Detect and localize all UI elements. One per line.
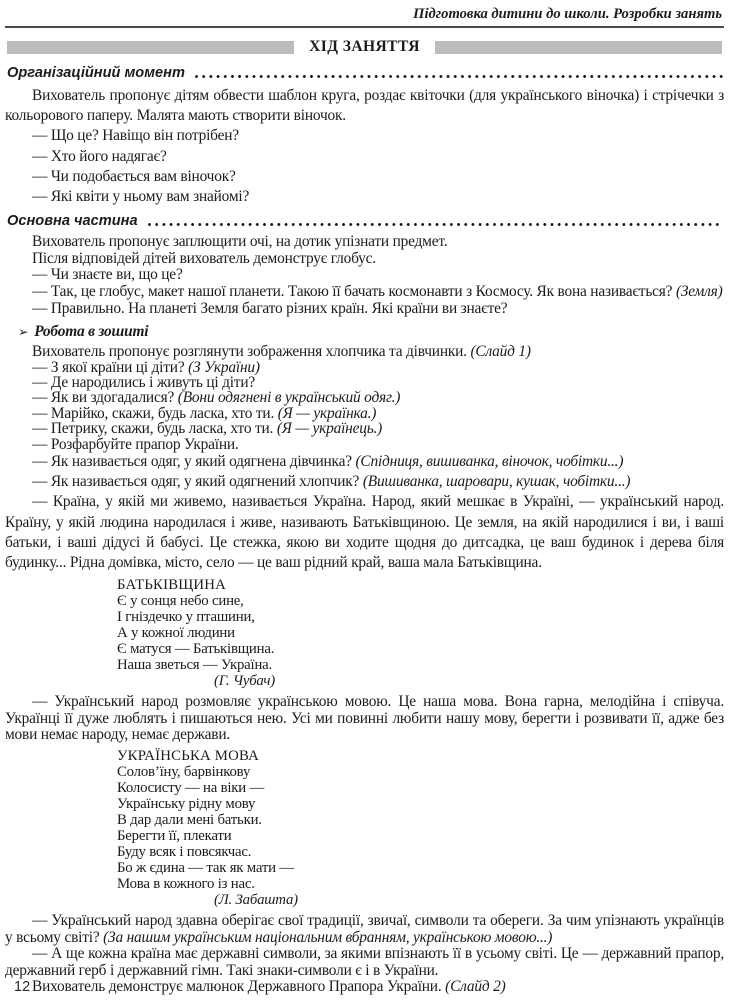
dialogue-line [5, 301, 724, 318]
dialogue-line [5, 360, 724, 375]
text-run: — Країна, у якій ми живемо, називається Україна. Народ, який мешкає в Україні, — український народ. Країну, у якій людина народилася і живе, називають Батьківщиною. Це земля, на якій народилися і ви, і ваші батьки, і ваші дідусі й бабусі. Це стежка, якою ви ходите щодня до дитсадка, це ваш будинок і дерева біля будинку... Рідна домівка, місто, село — це ваш рідний край, ваша мала Батьківщина. [5, 493, 724, 572]
text-run: — Чи подобається вам віночок? [32, 167, 236, 185]
paragraph [5, 344, 724, 359]
poem-line: І гніздечко у пташини, [117, 609, 255, 626]
text-run: (Вишиванка, шаровари, кушак, чобітки...) [362, 473, 631, 491]
dialogue-line [5, 421, 724, 436]
text-run: (Слайд 1) [470, 343, 531, 361]
text-run: — Що це? Навіщо він потрібен? [32, 127, 239, 145]
poem-line: Мова в кожного із нас. [117, 876, 255, 893]
title-bar-left [7, 41, 294, 54]
dialogue-line [5, 390, 724, 405]
poem-line: Солов’їну, барвінкову [117, 764, 251, 781]
lesson-title-bar [7, 38, 722, 56]
text-run: — З якої країни ці діти? [32, 358, 189, 376]
header-rule [5, 26, 724, 28]
poem-line: В дар дали мені батьки. [117, 812, 262, 829]
paragraph [5, 979, 724, 996]
text-run: — Як ви здогадалися? [32, 389, 178, 407]
dot-leader [148, 223, 723, 226]
dialogue-line [5, 406, 724, 421]
text-run: — Марійко, скажи, будь ласка, хто ти. [32, 404, 278, 422]
text-run: (За нашим українським національним вбранням, українською мовою...) [103, 928, 553, 946]
dialogue-line [5, 375, 724, 390]
text-run: — Хто його надягає? [32, 147, 167, 165]
poem [117, 748, 724, 908]
text-run: — Український народ розмовляє українською мовою. Це наша мова. Вона гарна, мелодійна і співуча. Українці її дуже люблять і пишаються нею. Усі ми повинні любити нашу мову, берегти і розвивати її, адже без мови немає народу, немає держави. [5, 693, 724, 744]
text-run: — Чи знаєте ви, що це? [32, 266, 183, 284]
poem-line: Берегти її, плекати [117, 828, 232, 845]
page-number: 12 [14, 979, 31, 995]
poem-title: БАТЬКІВЩИНА [117, 577, 227, 594]
section-title: Організаційний момент [7, 65, 185, 81]
dialogue-line [5, 452, 724, 472]
dialogue-line [5, 437, 724, 452]
text-run: — Петрику, скажи, будь ласка, хто ти. [32, 420, 277, 438]
text-run: (З України) [188, 358, 260, 376]
text-run: (Земля) [675, 283, 723, 300]
paragraph [5, 234, 724, 251]
poem-title: УКРАЇНСЬКА МОВА [117, 748, 260, 765]
subhead-title: Робота в зошиті [34, 323, 149, 341]
worksheet-subhead [5, 322, 724, 341]
section-heading [5, 212, 724, 230]
text-run: — Як називається одяг, у який одягнена дівчинка? [32, 453, 356, 471]
dialogue-line [5, 126, 724, 146]
dialogue-line [5, 913, 724, 946]
poem-line: Колосисту — на віки — [117, 780, 265, 797]
poem-line: Буду всяк і повсякчас. [117, 844, 252, 861]
dot-leader [195, 75, 723, 78]
poem-line: Українську рідну мову [117, 796, 256, 813]
text-run: — Розфарбуйте прапор України. [32, 435, 239, 453]
poem [117, 577, 724, 689]
poem-line: Наша зветься — Україна. [117, 657, 273, 674]
poem-line: Є у сонця небо сине, [117, 593, 244, 610]
poem-attribution: (Г. Чубач) [214, 673, 276, 690]
poem-line: Є матуся — Батьківщина. [117, 641, 275, 658]
dialogue-line [5, 147, 724, 167]
text-run: (Спідниця, вишиванка, віночок, чобітки...) [355, 453, 624, 471]
lesson-body [5, 64, 724, 996]
dialogue-line [5, 946, 724, 979]
running-header: Підготовка дитини до школи. Розробки занять [413, 6, 722, 22]
text-run: — Де народились і живуть ці діти? [32, 374, 255, 391]
dialogue-line [5, 187, 724, 207]
dialogue-line [5, 472, 724, 492]
title-bar-right [435, 41, 722, 54]
dialogue-line [5, 167, 724, 187]
section-title: Основна частина [7, 213, 138, 230]
text-run: (Вони одягнені в український одяг.) [177, 389, 401, 407]
dialogue-line [5, 267, 724, 284]
text-run: (Я — українець.) [276, 420, 383, 438]
dialogue-line [5, 284, 724, 301]
text-run: — А ще кожна країна має державні символи, за якими впізнають її в усьому світі. Це — державний прапор, державний герб і державний гімн. Такі знаки-символи є і в України. [5, 945, 724, 979]
text-run: Після відповідей дітей вихователь демонструє глобус. [32, 249, 376, 267]
text-run: (Слайд 2) [445, 978, 506, 996]
text-run: (Я — українка.) [277, 404, 377, 422]
text-run: — Український народ здавна оберігає свої традиції, звичаї, символи та обереги. За чим упізнають українців у всьому світі? [5, 912, 724, 946]
arrow-marker-icon: ➢ [18, 324, 29, 340]
text-run: Вихователь пропонує розглянути зображення хлопчика та дівчинки. [32, 343, 471, 361]
poem-attribution: (Л. Забашта) [214, 892, 298, 909]
poem-line: А у кожної людини [117, 625, 235, 642]
text-run: Вихователь демонструє малюнок Державного Прапора України. [32, 978, 446, 996]
text-run: — Які квіти у ньому вам знайомі? [32, 188, 250, 206]
text-run: — Правильно. На планеті Земля багато різних країн. Які країни ви знаєте? [32, 299, 508, 317]
text-run: Вихователь пропонує заплющити очі, на дотик упізнати предмет. [32, 233, 448, 251]
text-run: — Так, це глобус, макет нашої планети. Такою її бачать космонавти з Космосу. Як вона називається? [32, 283, 676, 300]
paragraph [5, 251, 724, 268]
section-heading [5, 64, 724, 82]
dialogue-line [5, 694, 724, 744]
lesson-title: ХІД ЗАНЯТТЯ [309, 38, 420, 55]
dialogue-line [5, 492, 724, 573]
text-run: — Як називається одяг, у який одягнений хлопчик? [32, 473, 363, 491]
poem-line: Бо ж єдина — так як мати — [117, 860, 294, 877]
paragraph [5, 86, 724, 126]
text-run: Вихователь пропонує дітям обвести шаблон круга, роздає квіточки (для українського віночка) і стрічечки з кольорового паперу. Малята мають створити віночок. [5, 87, 724, 125]
